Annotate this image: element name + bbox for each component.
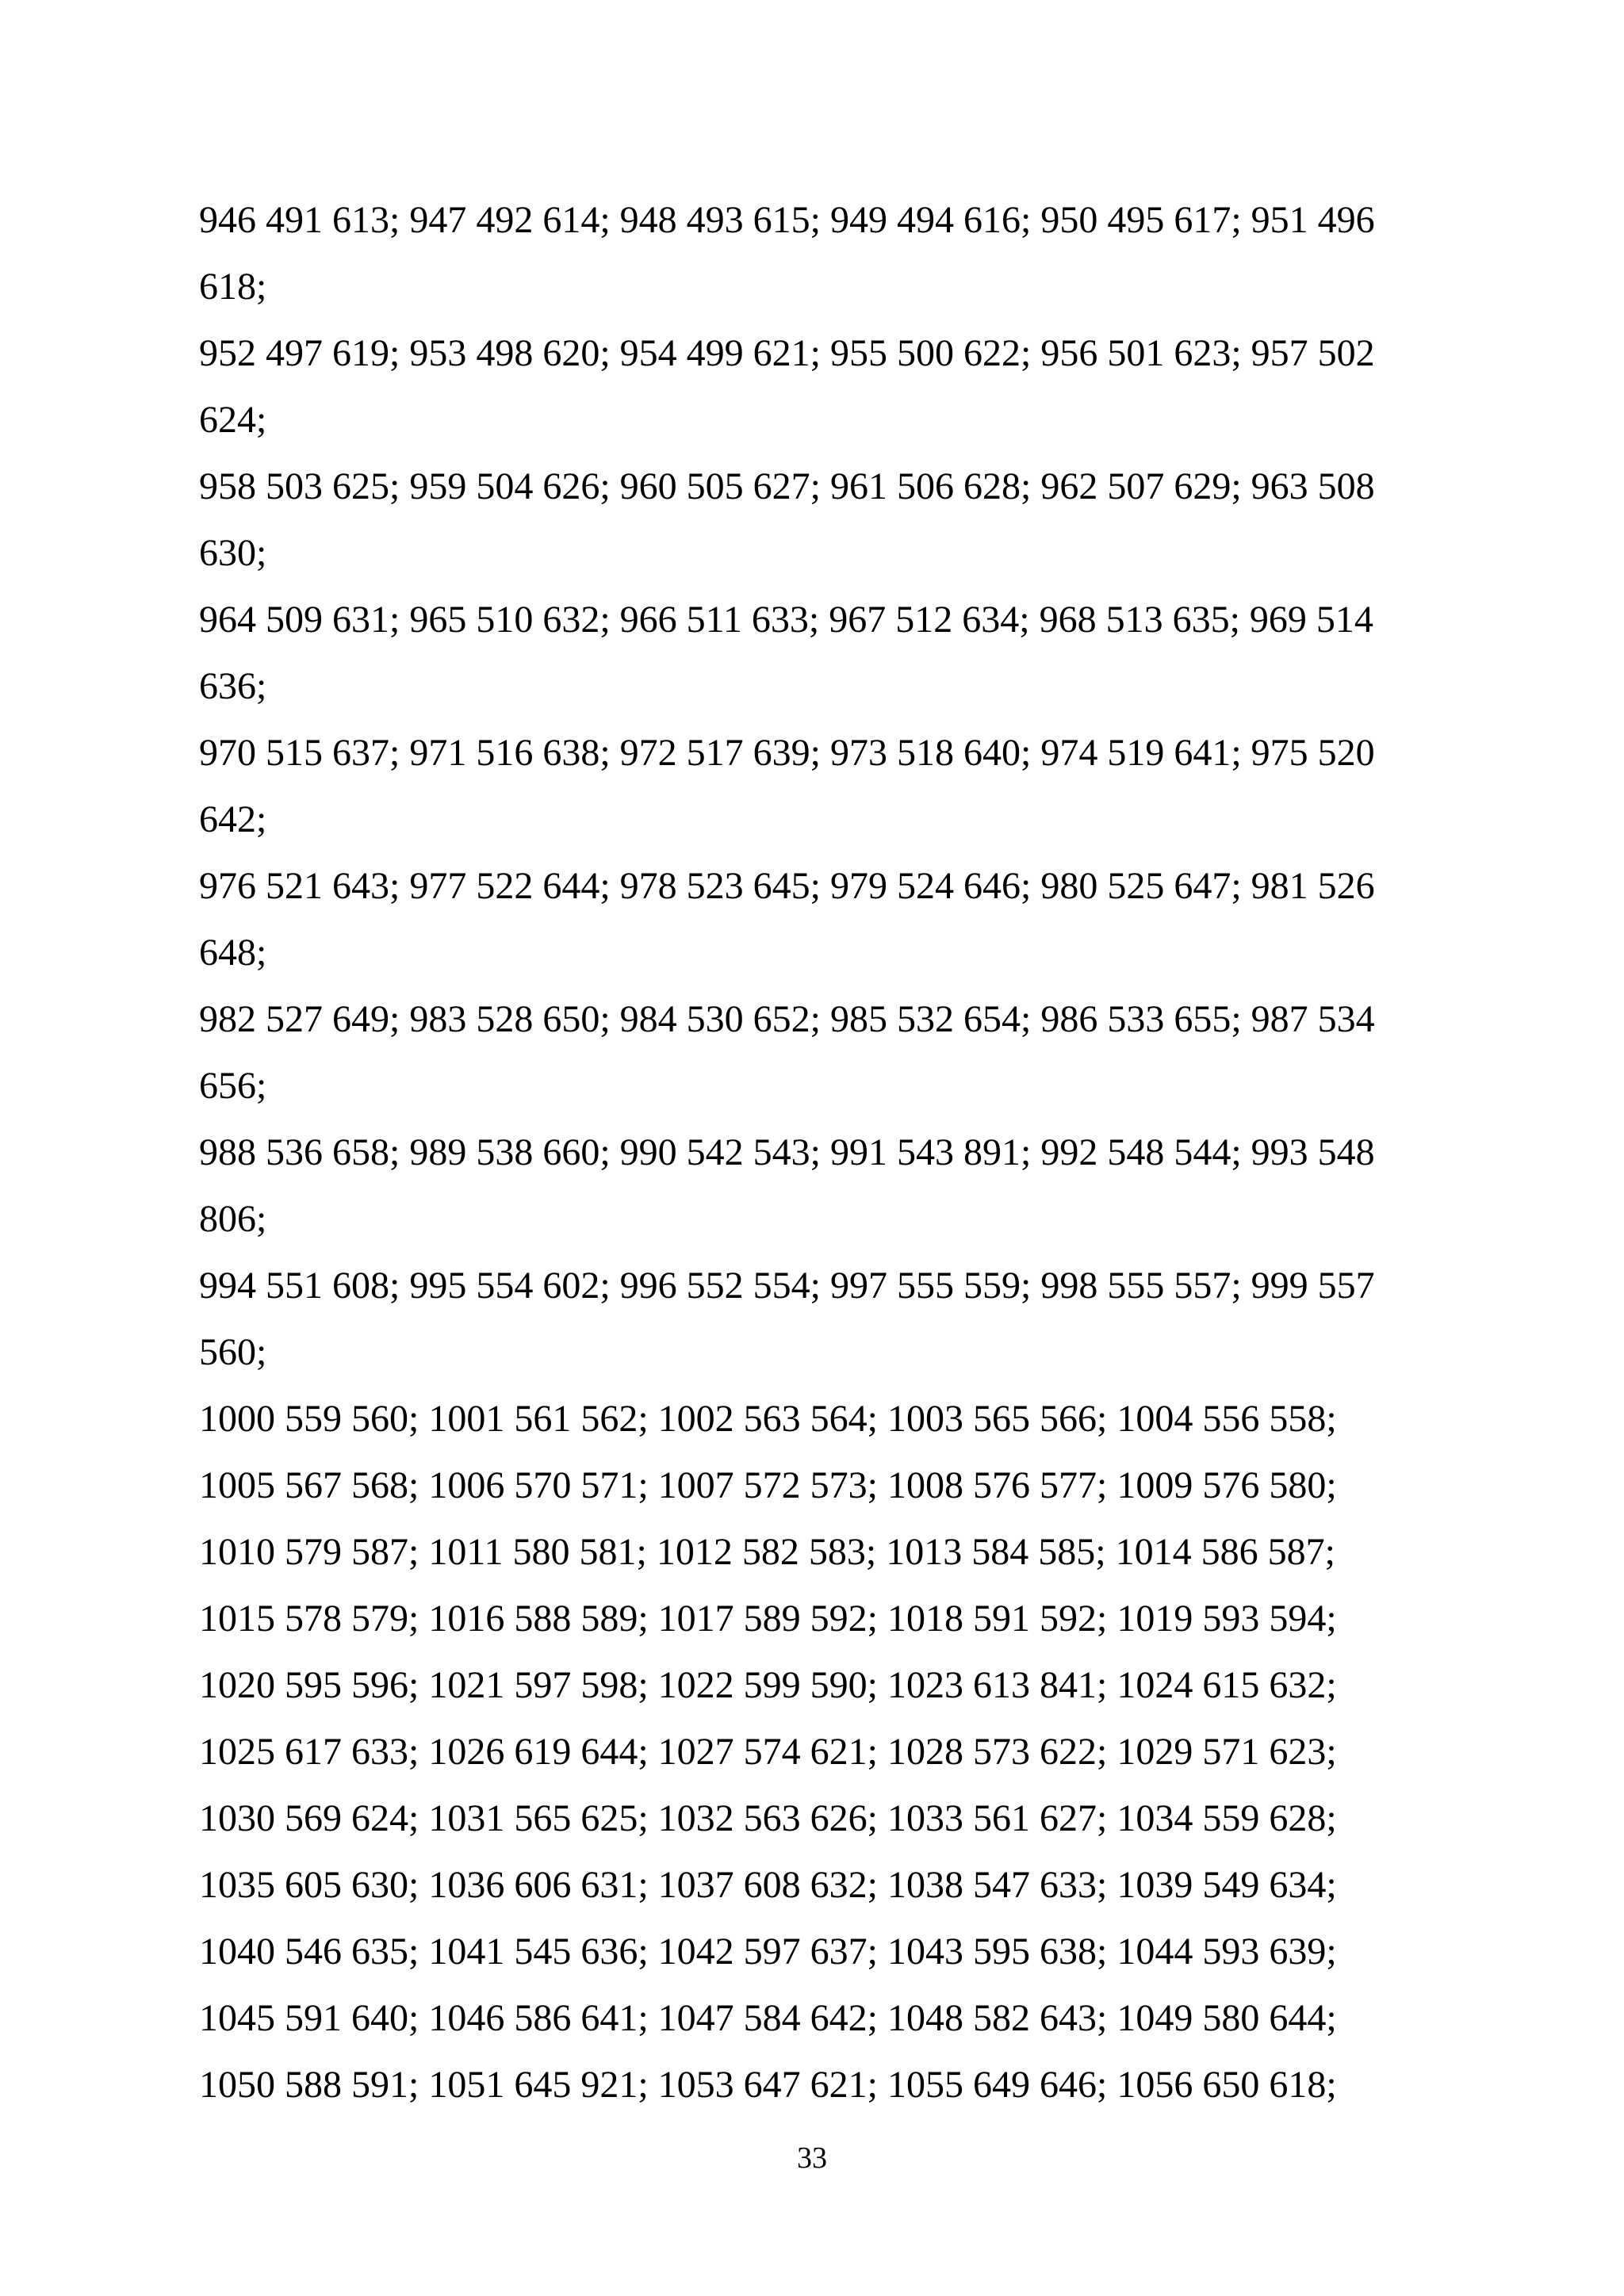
text-line: 1010 579 587; 1011 580 581; 1012 582 583; 1013 584 585; 1014 586 587; [199,1531,1335,1573]
text-line: 1045 591 640; 1046 586 641; 1047 584 642; 1048 582 643; 1049 580 644; [199,1997,1337,2039]
text-line: 1030 569 624; 1031 565 625; 1032 563 626; 1033 561 627; 1034 559 628; [199,1797,1337,1839]
text-line: 988 536 658; 989 538 660; 990 542 543; 991 543 891; 992 548 544; 993 548 [199,1131,1375,1173]
text-line: 624; [199,399,267,441]
text-line: 648; [199,932,267,974]
text-line: 630; [199,532,267,574]
page-number: 33 [797,2141,827,2175]
text-line: 994 551 608; 995 554 602; 996 552 554; 997 555 559; 998 555 557; 999 557 [199,1265,1375,1307]
text-line: 560; [199,1331,267,1373]
text-line: 1040 546 635; 1041 545 636; 1042 597 637; 1043 595 638; 1044 593 639; [199,1931,1337,1973]
text-line: 618; [199,266,267,308]
text-line: 1020 595 596; 1021 597 598; 1022 599 590; 1023 613 841; 1024 615 632; [199,1664,1337,1706]
text-line: 642; [199,798,267,840]
text-line: 958 503 625; 959 504 626; 960 505 627; 961 506 628; 962 507 629; 963 508 [199,465,1375,507]
text-line: 806; [199,1198,267,1240]
text-line: 1005 567 568; 1006 570 571; 1007 572 573; 1008 576 577; 1009 576 580; [199,1464,1337,1506]
text-line: 1035 605 630; 1036 606 631; 1037 608 632; 1038 547 633; 1039 549 634; [199,1864,1337,1906]
text-line: 970 515 637; 971 516 638; 972 517 639; 973 518 640; 974 519 641; 975 520 [199,732,1375,774]
text-line: 952 497 619; 953 498 620; 954 499 621; 955 500 622; 956 501 623; 957 502 [199,332,1375,374]
text-line: 656; [199,1065,267,1107]
text-line: 976 521 643; 977 522 644; 978 523 645; 979 524 646; 980 525 647; 981 526 [199,865,1375,907]
body-text [199,192,1396,2123]
text-line: 1050 588 591; 1051 645 921; 1053 647 621; 1055 649 646; 1056 650 618; [199,2064,1337,2106]
text-line: 1025 617 633; 1026 619 644; 1027 574 621; 1028 573 622; 1029 571 623; [199,1731,1337,1773]
text-line: 982 527 649; 983 528 650; 984 530 652; 985 532 654; 986 533 655; 987 534 [199,998,1375,1040]
text-line: 1000 559 560; 1001 561 562; 1002 563 564; 1003 565 566; 1004 556 558; [199,1398,1337,1440]
text-line: 636; [199,665,267,707]
text-line: 964 509 631; 965 510 632; 966 511 633; 967 512 634; 968 513 635; 969 514 [199,599,1373,641]
text-line: 946 491 613; 947 492 614; 948 493 615; 949 494 616; 950 495 617; 951 496 [199,199,1375,241]
text-line: 1015 578 579; 1016 588 589; 1017 589 592; 1018 591 592; 1019 593 594; [199,1598,1337,1640]
